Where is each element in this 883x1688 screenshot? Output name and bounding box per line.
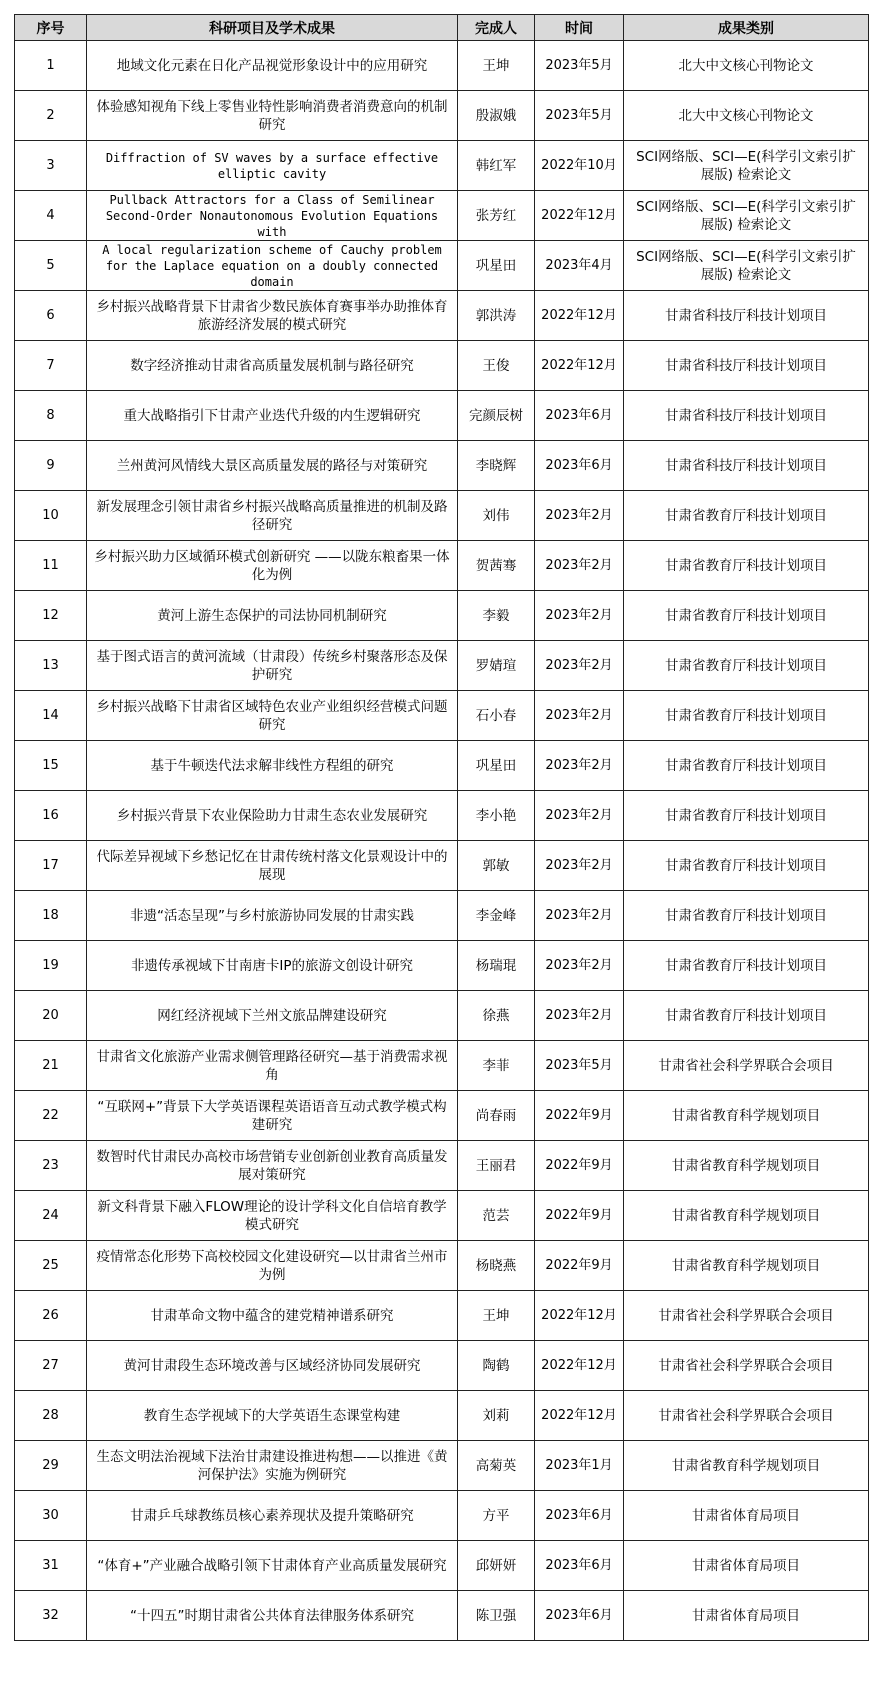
row-number: 28 (15, 1391, 87, 1441)
row-number: 18 (15, 891, 87, 941)
completion-date: 2023年2月 (535, 541, 624, 591)
completion-date: 2023年6月 (535, 391, 624, 441)
completed-by: 杨瑞琨 (458, 941, 535, 991)
project-title: 乡村振兴助力区域循环模式创新研究 ——以陇东粮畜果一体化为例 (87, 541, 458, 591)
row-number: 19 (15, 941, 87, 991)
table-header (15, 15, 869, 41)
project-title: Diffraction of SV waves by a surface effective elliptic cavity (87, 141, 458, 191)
completion-date: 2023年5月 (535, 41, 624, 91)
completed-by: 巩星田 (458, 241, 535, 291)
completed-by: 王俊 (458, 341, 535, 391)
row-number: 4 (15, 191, 87, 241)
completion-date: 2023年2月 (535, 741, 624, 791)
research-achievements-document (14, 14, 868, 1641)
row-number: 16 (15, 791, 87, 841)
project-title: “十四五”时期甘肃省公共体育法律服务体系研究 (87, 1591, 458, 1641)
completed-by: 杨晓燕 (458, 1241, 535, 1291)
achievement-category: 甘肃省社会科学界联合会项目 (624, 1341, 869, 1391)
project-title: 乡村振兴战略下甘肃省区域特色农业产业组织经营模式问题研究 (87, 691, 458, 741)
project-title: 非遗“活态呈现”与乡村旅游协同发展的甘肃实践 (87, 891, 458, 941)
project-title: 数智时代甘肃民办高校市场营销专业创新创业教育高质量发展对策研究 (87, 1141, 458, 1191)
completed-by: 罗婧瑄 (458, 641, 535, 691)
project-title: 非遗传承视域下甘南唐卡IP的旅游文创设计研究 (87, 941, 458, 991)
achievement-category: 甘肃省社会科学界联合会项目 (624, 1391, 869, 1441)
completion-date: 2023年2月 (535, 841, 624, 891)
achievement-category: 北大中文核心刊物论文 (624, 91, 869, 141)
achievement-category: 甘肃省体育局项目 (624, 1491, 869, 1541)
achievement-category: 甘肃省教育科学规划项目 (624, 1441, 869, 1491)
completion-date: 2022年12月 (535, 1391, 624, 1441)
project-title: 教育生态学视域下的大学英语生态课堂构建 (87, 1391, 458, 1441)
project-title: 生态文明法治视域下法治甘肃建设推进构想——以推进《黄河保护法》实施为例研究 (87, 1441, 458, 1491)
achievement-category: 甘肃省教育科学规划项目 (624, 1141, 869, 1191)
completed-by: 韩红军 (458, 141, 535, 191)
project-title: 乡村振兴背景下农业保险助力甘肃生态农业发展研究 (87, 791, 458, 841)
project-title: A local regularization scheme of Cauchy problem for the Laplace equation on a doubly connected domain (87, 241, 458, 291)
row-number: 15 (15, 741, 87, 791)
completion-date: 2023年2月 (535, 591, 624, 641)
completed-by: 李金峰 (458, 891, 535, 941)
project-title: 疫情常态化形势下高校校园文化建设研究—以甘肃省兰州市为例 (87, 1241, 458, 1291)
header-person: 完成人 (458, 15, 535, 41)
header-row (15, 15, 869, 41)
row-number: 6 (15, 291, 87, 341)
table-row (15, 1291, 869, 1341)
row-number: 21 (15, 1041, 87, 1091)
project-title: 地域文化元素在日化产品视觉形象设计中的应用研究 (87, 41, 458, 91)
project-title: 新文科背景下融入FLOW理论的设计学科文化自信培育教学模式研究 (87, 1191, 458, 1241)
achievement-category: 甘肃省教育厅科技计划项目 (624, 491, 869, 541)
completion-date: 2023年2月 (535, 491, 624, 541)
header-category: 成果类别 (624, 15, 869, 41)
table-row (15, 1141, 869, 1191)
row-number: 8 (15, 391, 87, 441)
row-number: 2 (15, 91, 87, 141)
project-title: “体育+”产业融合战略引领下甘肃体育产业高质量发展研究 (87, 1541, 458, 1591)
project-title: 黄河上游生态保护的司法协同机制研究 (87, 591, 458, 641)
completion-date: 2023年2月 (535, 791, 624, 841)
project-title: 网红经济视域下兰州文旅品牌建设研究 (87, 991, 458, 1041)
row-number: 12 (15, 591, 87, 641)
row-number: 22 (15, 1091, 87, 1141)
completion-date: 2023年1月 (535, 1441, 624, 1491)
completion-date: 2022年12月 (535, 1291, 624, 1341)
completion-date: 2022年9月 (535, 1241, 624, 1291)
completed-by: 王丽君 (458, 1141, 535, 1191)
row-number: 26 (15, 1291, 87, 1341)
project-title: Pullback Attractors for a Class of Semilinear Second-Order Nonautonomous Evolution Equations with (87, 191, 458, 241)
table-row (15, 391, 869, 441)
table-row (15, 1591, 869, 1641)
row-number: 7 (15, 341, 87, 391)
completed-by: 陈卫强 (458, 1591, 535, 1641)
completed-by: 范芸 (458, 1191, 535, 1241)
row-number: 11 (15, 541, 87, 591)
table-body (15, 41, 869, 1641)
completed-by: 郭敏 (458, 841, 535, 891)
achievement-category: 甘肃省教育科学规划项目 (624, 1191, 869, 1241)
project-title: 基于牛顿迭代法求解非线性方程组的研究 (87, 741, 458, 791)
row-number: 24 (15, 1191, 87, 1241)
achievement-category: SCI网络版、SCI—E(科学引文索引扩展版) 检索论文 (624, 241, 869, 291)
table-row (15, 1441, 869, 1491)
completed-by: 李小艳 (458, 791, 535, 841)
table-row (15, 441, 869, 491)
row-number: 27 (15, 1341, 87, 1391)
project-title: 重大战略指引下甘肃产业迭代升级的内生逻辑研究 (87, 391, 458, 441)
row-number: 17 (15, 841, 87, 891)
table-row (15, 41, 869, 91)
completion-date: 2022年9月 (535, 1141, 624, 1191)
table-row (15, 1041, 869, 1091)
completed-by: 王坤 (458, 1291, 535, 1341)
completion-date: 2023年2月 (535, 691, 624, 741)
row-number: 32 (15, 1591, 87, 1641)
completed-by: 李毅 (458, 591, 535, 641)
table-row (15, 541, 869, 591)
header-date: 时间 (535, 15, 624, 41)
table-row (15, 1491, 869, 1541)
completed-by: 李菲 (458, 1041, 535, 1091)
row-number: 14 (15, 691, 87, 741)
table-row (15, 891, 869, 941)
project-title: 兰州黄河风情线大景区高质量发展的路径与对策研究 (87, 441, 458, 491)
completed-by: 郭洪涛 (458, 291, 535, 341)
completion-date: 2022年10月 (535, 141, 624, 191)
header-project: 科研项目及学术成果 (87, 15, 458, 41)
completion-date: 2022年12月 (535, 1341, 624, 1391)
completed-by: 殷淑娥 (458, 91, 535, 141)
row-number: 5 (15, 241, 87, 291)
completion-date: 2023年6月 (535, 1541, 624, 1591)
achievement-category: 甘肃省科技厅科技计划项目 (624, 341, 869, 391)
completed-by: 刘伟 (458, 491, 535, 541)
completion-date: 2023年6月 (535, 1491, 624, 1541)
table-row (15, 191, 869, 241)
achievement-category: 甘肃省社会科学界联合会项目 (624, 1291, 869, 1341)
table-row (15, 491, 869, 541)
achievement-category: 甘肃省教育厅科技计划项目 (624, 991, 869, 1041)
table-row (15, 1341, 869, 1391)
completed-by: 巩星田 (458, 741, 535, 791)
row-number: 13 (15, 641, 87, 691)
achievement-category: SCI网络版、SCI—E(科学引文索引扩展版) 检索论文 (624, 191, 869, 241)
achievement-category: 甘肃省教育厅科技计划项目 (624, 591, 869, 641)
achievement-category: 甘肃省体育局项目 (624, 1591, 869, 1641)
table-row (15, 1241, 869, 1291)
table-row (15, 741, 869, 791)
achievement-category: 甘肃省教育科学规划项目 (624, 1241, 869, 1291)
completion-date: 2023年5月 (535, 1041, 624, 1091)
table-row (15, 1541, 869, 1591)
achievement-category: 甘肃省教育厅科技计划项目 (624, 641, 869, 691)
completed-by: 方平 (458, 1491, 535, 1541)
completed-by: 尚春雨 (458, 1091, 535, 1141)
achievement-category: 甘肃省科技厅科技计划项目 (624, 291, 869, 341)
table-row (15, 1191, 869, 1241)
project-title: 体验感知视角下线上零售业特性影响消费者消费意向的机制研究 (87, 91, 458, 141)
table-row (15, 641, 869, 691)
row-number: 25 (15, 1241, 87, 1291)
row-number: 29 (15, 1441, 87, 1491)
achievement-category: 甘肃省科技厅科技计划项目 (624, 391, 869, 441)
completed-by: 刘莉 (458, 1391, 535, 1441)
row-number: 20 (15, 991, 87, 1041)
completion-date: 2023年5月 (535, 91, 624, 141)
table-row (15, 241, 869, 291)
achievement-category: 甘肃省教育厅科技计划项目 (624, 691, 869, 741)
completion-date: 2023年2月 (535, 891, 624, 941)
completion-date: 2023年2月 (535, 641, 624, 691)
completion-date: 2023年4月 (535, 241, 624, 291)
research-achievements-table (14, 14, 869, 1641)
completed-by: 王坤 (458, 41, 535, 91)
project-title: 甘肃革命文物中蕴含的建党精神谱系研究 (87, 1291, 458, 1341)
completed-by: 完颜辰树 (458, 391, 535, 441)
project-title: 甘肃乒乓球教练员核心素养现状及提升策略研究 (87, 1491, 458, 1541)
table-row (15, 941, 869, 991)
achievement-category: 甘肃省科技厅科技计划项目 (624, 441, 869, 491)
achievement-category: 甘肃省教育厅科技计划项目 (624, 841, 869, 891)
table-row (15, 841, 869, 891)
achievement-category: 甘肃省教育科学规划项目 (624, 1091, 869, 1141)
table-row (15, 591, 869, 641)
completion-date: 2022年12月 (535, 291, 624, 341)
project-title: 乡村振兴战略背景下甘肃省少数民族体育赛事举办助推体育旅游经济发展的模式研究 (87, 291, 458, 341)
completion-date: 2022年12月 (535, 191, 624, 241)
completed-by: 陶鹤 (458, 1341, 535, 1391)
completed-by: 徐燕 (458, 991, 535, 1041)
row-number: 31 (15, 1541, 87, 1591)
project-title: 新发展理念引领甘肃省乡村振兴战略高质量推进的机制及路径研究 (87, 491, 458, 541)
table-row (15, 1091, 869, 1141)
achievement-category: 甘肃省教育厅科技计划项目 (624, 541, 869, 591)
completion-date: 2022年9月 (535, 1091, 624, 1141)
completed-by: 贺茜骞 (458, 541, 535, 591)
project-title: “互联网+”背景下大学英语课程英语语音互动式教学模式构建研究 (87, 1091, 458, 1141)
completion-date: 2022年9月 (535, 1191, 624, 1241)
project-title: 代际差异视域下乡愁记忆在甘肃传统村落文化景观设计中的展现 (87, 841, 458, 891)
row-number: 23 (15, 1141, 87, 1191)
project-title: 基于图式语言的黄河流域（甘肃段）传统乡村聚落形态及保护研究 (87, 641, 458, 691)
completed-by: 高菊英 (458, 1441, 535, 1491)
completion-date: 2023年6月 (535, 441, 624, 491)
project-title: 甘肃省文化旅游产业需求侧管理路径研究—基于消费需求视角 (87, 1041, 458, 1091)
table-row (15, 91, 869, 141)
achievement-category: 甘肃省体育局项目 (624, 1541, 869, 1591)
table-row (15, 141, 869, 191)
completed-by: 石小春 (458, 691, 535, 741)
row-number: 10 (15, 491, 87, 541)
completed-by: 张芳红 (458, 191, 535, 241)
completion-date: 2023年2月 (535, 991, 624, 1041)
achievement-category: 甘肃省教育厅科技计划项目 (624, 741, 869, 791)
completion-date: 2023年2月 (535, 941, 624, 991)
achievement-category: 甘肃省社会科学界联合会项目 (624, 1041, 869, 1091)
completion-date: 2022年12月 (535, 341, 624, 391)
completed-by: 邱妍妍 (458, 1541, 535, 1591)
completed-by: 李晓辉 (458, 441, 535, 491)
table-row (15, 791, 869, 841)
header-number: 序号 (15, 15, 87, 41)
achievement-category: 甘肃省教育厅科技计划项目 (624, 891, 869, 941)
table-row (15, 291, 869, 341)
table-row (15, 991, 869, 1041)
row-number: 1 (15, 41, 87, 91)
achievement-category: 北大中文核心刊物论文 (624, 41, 869, 91)
project-title: 数字经济推动甘肃省高质量发展机制与路径研究 (87, 341, 458, 391)
row-number: 9 (15, 441, 87, 491)
table-row (15, 341, 869, 391)
row-number: 3 (15, 141, 87, 191)
completion-date: 2023年6月 (535, 1591, 624, 1641)
row-number: 30 (15, 1491, 87, 1541)
table-row (15, 1391, 869, 1441)
achievement-category: 甘肃省教育厅科技计划项目 (624, 791, 869, 841)
achievement-category: SCI网络版、SCI—E(科学引文索引扩展版) 检索论文 (624, 141, 869, 191)
project-title: 黄河甘肃段生态环境改善与区域经济协同发展研究 (87, 1341, 458, 1391)
achievement-category: 甘肃省教育厅科技计划项目 (624, 941, 869, 991)
table-row (15, 691, 869, 741)
